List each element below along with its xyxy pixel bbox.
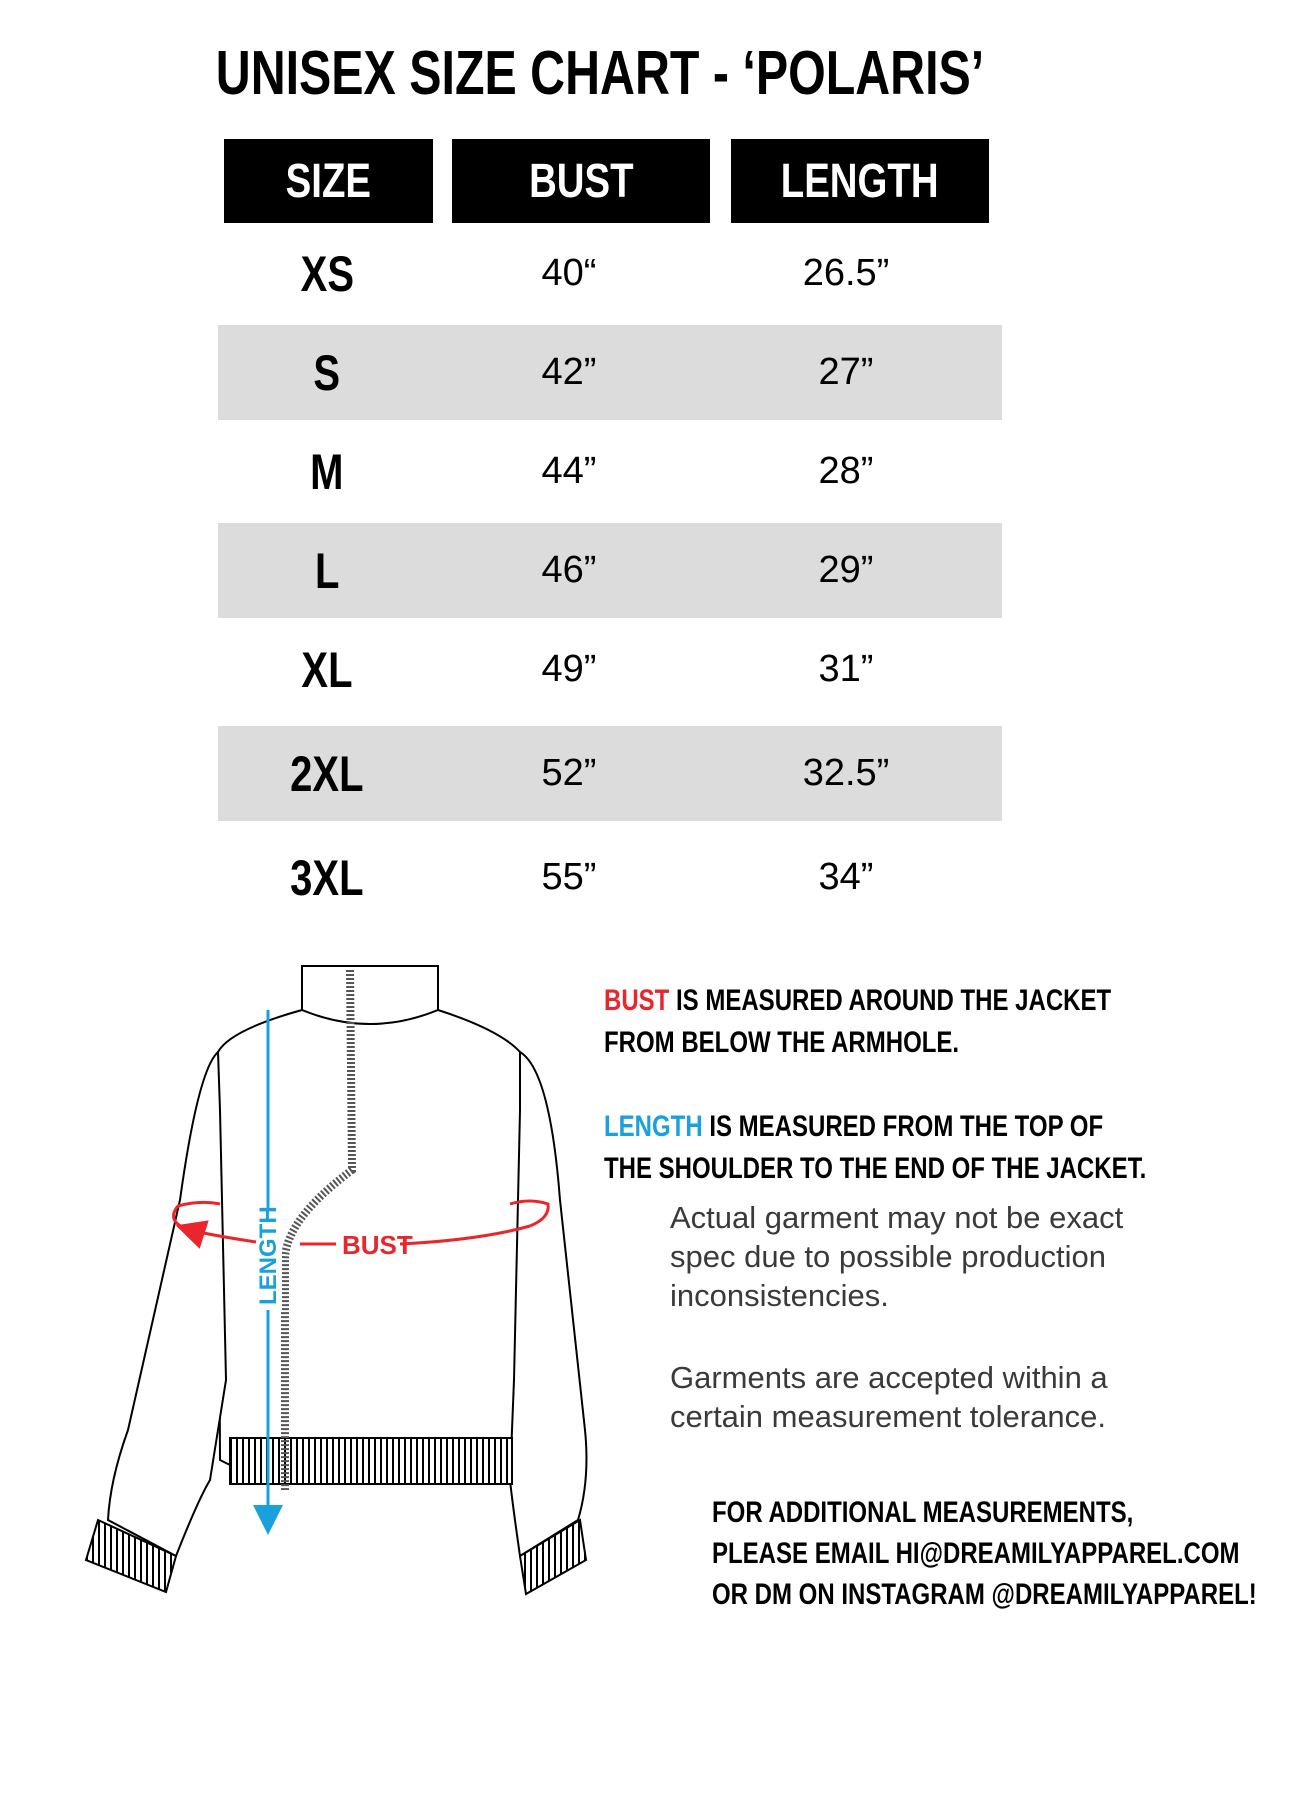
table-row bbox=[218, 622, 1002, 717]
length-label: LENGTH bbox=[255, 1206, 282, 1305]
header-length-label: LENGTH bbox=[781, 154, 939, 208]
size-value: 2XL bbox=[290, 745, 364, 802]
header-bust bbox=[452, 139, 710, 223]
size-value: S bbox=[313, 344, 341, 401]
length-cell: 26.5” bbox=[802, 252, 890, 294]
size-cell bbox=[218, 325, 436, 420]
length-note bbox=[604, 1106, 1294, 1190]
header-size-label: SIZE bbox=[285, 154, 372, 208]
bust-keyword: BUST bbox=[604, 984, 670, 1017]
table-row bbox=[218, 523, 1002, 618]
bust-cell: 44” bbox=[541, 450, 597, 492]
header-bust-label: BUST bbox=[528, 154, 634, 208]
length-cell: 28” bbox=[818, 450, 874, 492]
size-cell bbox=[218, 622, 436, 717]
contact-line: PLEASE EMAIL HI@DREAMILYAPPAREL.COM bbox=[712, 1537, 1240, 1570]
length-cell: 31” bbox=[818, 648, 874, 690]
contact-line: OR DM ON INSTAGRAM @DREAMILYAPPAREL! bbox=[712, 1578, 1257, 1611]
page-title: UNISEX SIZE CHART - ‘POLARIS’ bbox=[215, 39, 985, 108]
length-note-text bbox=[604, 1106, 1156, 1190]
bust-cell: 52” bbox=[541, 752, 597, 794]
bust-note-text bbox=[604, 980, 1156, 1064]
length-cell: 32.5” bbox=[802, 752, 890, 794]
length-description: IS MEASURED FROM THE TOP OF THE SHOULDER TO THE END OF THE JACKET. bbox=[604, 1110, 1147, 1185]
table-row bbox=[218, 325, 1002, 420]
bust-label: BUST bbox=[342, 1230, 413, 1260]
size-cell bbox=[218, 726, 436, 821]
size-value: XS bbox=[300, 245, 354, 302]
size-cell bbox=[218, 830, 436, 925]
table-row bbox=[218, 226, 1002, 321]
size-cell bbox=[218, 523, 436, 618]
length-cell: 34” bbox=[818, 856, 874, 898]
disclaimer-production: Actual garment may not be exact spec due to possible production inconsistencies. bbox=[670, 1200, 1124, 1313]
size-cell bbox=[218, 424, 436, 519]
size-value: XL bbox=[301, 641, 353, 698]
length-keyword: LENGTH bbox=[604, 1110, 703, 1143]
header-length bbox=[731, 139, 989, 223]
bust-cell: 46” bbox=[541, 549, 597, 591]
table-row bbox=[218, 424, 1002, 519]
size-value: L bbox=[314, 542, 340, 599]
jacket-illustration bbox=[80, 960, 580, 1620]
header-size bbox=[224, 139, 433, 223]
bust-note bbox=[604, 980, 1294, 1064]
right-sleeve bbox=[510, 1052, 586, 1556]
size-value: M bbox=[310, 443, 344, 500]
disclaimer-tolerance: Garments are accepted within a certain measurement tolerance. bbox=[670, 1360, 1108, 1434]
contact-line: FOR ADDITIONAL MEASUREMENTS, bbox=[712, 1496, 1134, 1529]
table-row bbox=[218, 830, 1002, 925]
size-value: 3XL bbox=[290, 849, 364, 906]
length-cell: 29” bbox=[818, 549, 874, 591]
bust-cell: 42” bbox=[541, 351, 597, 393]
bust-cell: 40“ bbox=[541, 252, 597, 294]
hem-ribbing bbox=[230, 1438, 512, 1484]
contact-info bbox=[660, 1492, 1257, 1615]
bust-cell: 49” bbox=[541, 648, 597, 690]
left-sleeve bbox=[108, 1052, 226, 1556]
table-row bbox=[218, 726, 1002, 821]
bust-description: IS MEASURED AROUND THE JACKET FROM BELOW THE ARMHOLE. bbox=[604, 984, 1112, 1059]
bust-cell: 55” bbox=[541, 856, 597, 898]
length-cell: 27” bbox=[818, 351, 874, 393]
size-cell bbox=[218, 226, 436, 321]
